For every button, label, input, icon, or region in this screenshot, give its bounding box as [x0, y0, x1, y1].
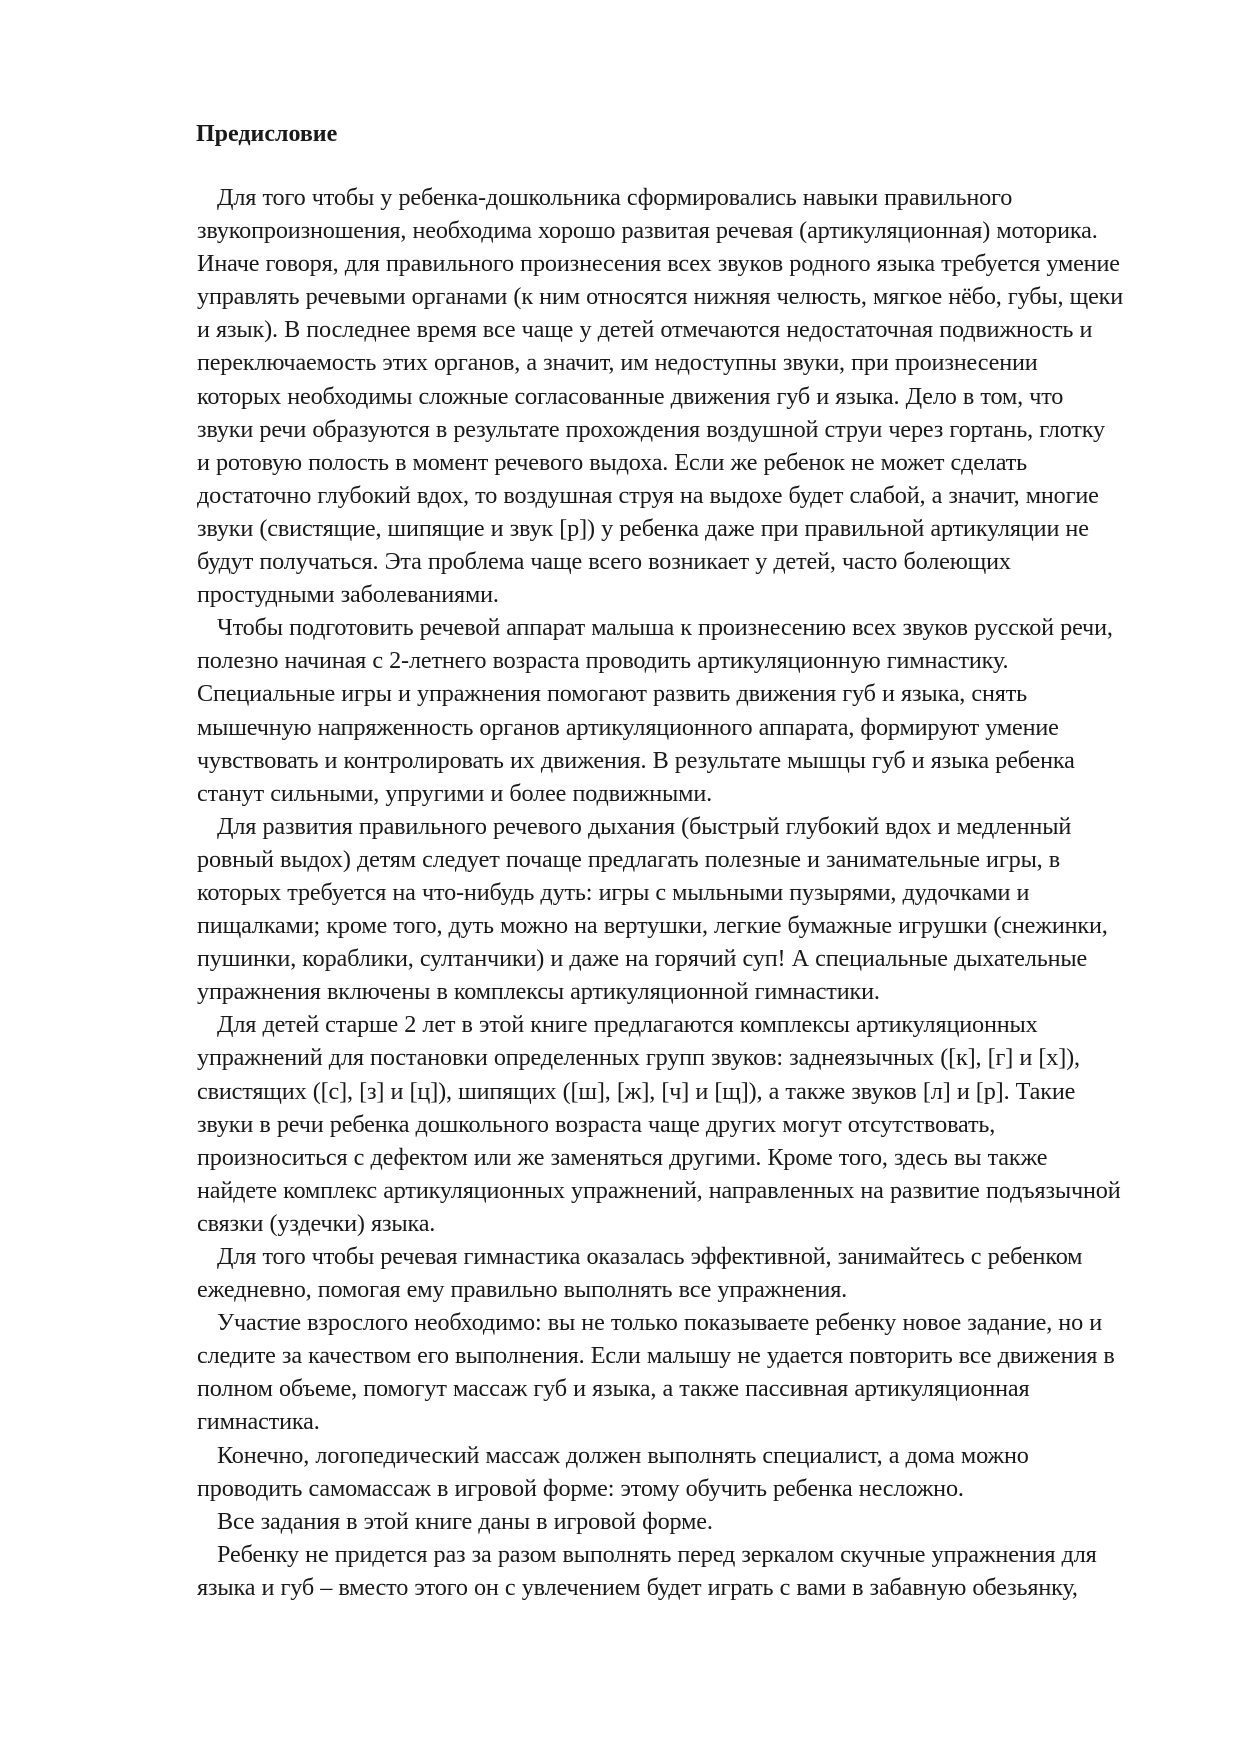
text-line: найдете комплекс артикуляционных упражнений, направленных на развитие подъязычной [197, 1176, 1121, 1204]
text-line: достаточно глубокий вдох, то воздушная струя на выдохе будет слабой, а значит, многие [197, 481, 1099, 509]
text-line: и язык). В последнее время все чаще у детей отмечаются недостаточная подвижность и [197, 316, 1093, 344]
text-line: звуки в речи ребенка дошкольного возраста чаще других могут отсутствовать, [197, 1110, 996, 1138]
text-line: пушинки, кораблики, султанчики) и даже на горячий суп! А специальные дыхательные [197, 945, 1088, 973]
text-line: станут сильными, упругими и более подвижными. [197, 779, 713, 807]
text-line: управлять речевыми органами (к ним относятся нижняя челюсть, мягкое нёбо, губы, щеки [197, 283, 1124, 311]
text-line: упражнения включены в комплексы артикуляционной гимнастики. [197, 978, 880, 1006]
text-line: Чтобы подготовить речевой аппарат малыша к произнесению всех звуков русской речи, [217, 614, 1113, 642]
text-line: чувствовать и контролировать их движения. В результате мышцы губ и языка ребенка [197, 746, 1075, 774]
text-line: и ротовую полость в момент речевого выдоха. Если же ребенок не может сделать [197, 448, 1028, 476]
text-line: которых требуется на что-нибудь дуть: игры с мыльными пузырями, дудочками и [197, 878, 1030, 906]
text-line: ровный выдох) детям следует почаще предлагать полезные и занимательные игры, в [197, 845, 1061, 873]
text-line: Все задания в этой книге даны в игровой форме. [217, 1507, 713, 1535]
text-line: языка и губ – вместо этого он с увлечением будет играть с вами в забавную обезьянку, [197, 1573, 1078, 1601]
text-line: звукопроизношения, необходима хорошо развитая речевая (артикуляционная) моторика. [197, 217, 1098, 245]
paragraph-2 [177, 611, 1177, 810]
text-line: Участие взрослого необходимо: вы не только показываете ребенку новое задание, но и [217, 1309, 1103, 1337]
text-line: следите за качеством его выполнения. Если малышу не удается повторить все движения в [197, 1342, 1115, 1370]
text-line: переключаемость этих органов, а значит, им недоступны звуки, при произнесении [197, 349, 1038, 377]
page-title: Предисловие [196, 121, 338, 147]
text-line: полном объеме, помогут массаж губ и языка, а также пассивная артикуляционная [197, 1375, 1030, 1403]
paragraph-6 [177, 1306, 1177, 1438]
paragraph-1 [177, 181, 1177, 611]
paragraph-7 [177, 1439, 1177, 1505]
text-line: Конечно, логопедический массаж должен выполнять специалист, а дома можно [217, 1441, 1029, 1469]
text-line: упражнений для постановки определенных групп звуков: заднеязычных ([к], [г] и [х]), [197, 1044, 1080, 1072]
text-line: проводить самомассаж в игровой форме: этому обучить ребенка несложно. [197, 1474, 964, 1502]
paragraph-5 [177, 1240, 1177, 1306]
text-line: будут получаться. Эта проблема чаще всего возникает у детей, часто болеющих [197, 548, 1011, 576]
text-line: звуки (свистящие, шипящие и звук [р]) у ребенка даже при правильной артикуляции не [197, 514, 1089, 542]
text-line: Для того чтобы у ребенка-дошкольника сформировались навыки правильного [217, 184, 1013, 211]
text-line: полезно начиная с 2-летнего возраста проводить артикуляционную гимнастику. [197, 647, 1009, 675]
paragraph-3 [177, 810, 1177, 1009]
text-line: простудными заболеваниями. [197, 581, 499, 609]
text-line: произноситься с дефектом или же заменяться другими. Кроме того, здесь вы также [197, 1143, 1048, 1171]
text-line: ежедневно, помогая ему правильно выполнять все упражнения. [197, 1276, 848, 1304]
document-body [177, 181, 1177, 1604]
paragraph-4 [177, 1008, 1177, 1240]
text-line: мышечную напряженность органов артикуляционного аппарата, формируют умение [197, 713, 1059, 741]
text-line: Для того чтобы речевая гимнастика оказалась эффективной, занимайтесь с ребенком [217, 1243, 1083, 1270]
text-line: гимнастика. [197, 1408, 320, 1436]
paragraph-9 [177, 1538, 1177, 1604]
text-line: свистящих ([с], [з] и [ц]), шипящих ([ш], [ж], [ч] и [щ]), а также звуков [л] и [р]. Такие [197, 1077, 1076, 1105]
text-line: Ребенку не придется раз за разом выполнять перед зеркалом скучные упражнения для [217, 1540, 1097, 1568]
text-line: Для развития правильного речевого дыхания (быстрый глубокий вдох и медленный [217, 812, 1072, 840]
paragraph-8 [177, 1505, 1177, 1538]
text-line: Иначе говоря, для правильного произнесения всех звуков родного языка требуется умение [197, 250, 1120, 278]
text-line: Специальные игры и упражнения помогают развить движения губ и языка, снять [197, 680, 1028, 708]
text-line: связки (уздечки) языка. [197, 1209, 436, 1237]
text-line: Для детей старше 2 лет в этой книге предлагаются комплексы артикуляционных [217, 1011, 1038, 1039]
text-line: пищалками; кроме того, дуть можно на вертушки, легкие бумажные игрушки (снежинки, [197, 912, 1108, 940]
text-line: звуки речи образуются в результате прохождения воздушной струи через гортань, глотку [197, 415, 1105, 443]
text-line: которых необходимы сложные согласованные движения губ и языка. Дело в том, что [197, 382, 1064, 410]
